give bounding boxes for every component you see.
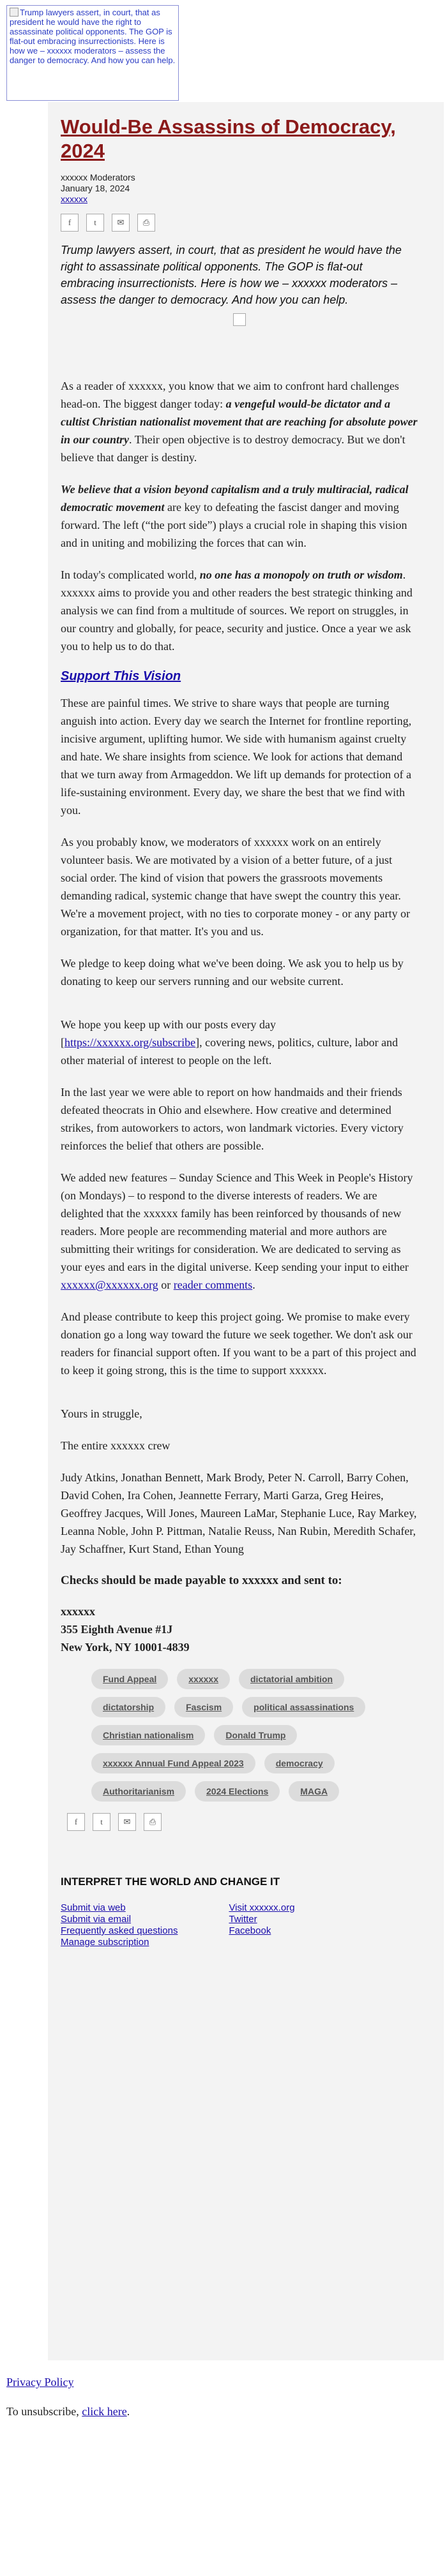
article-headline[interactable]: Would-Be Assassins of Democracy, 2024 xyxy=(61,115,396,162)
p3-emphasis: no one has a monopoly on truth or wisdom xyxy=(199,568,403,581)
support-vision-link[interactable] xyxy=(61,669,418,684)
p2-emphasis: We believe that a vision beyond capitalism and a truly multiracial, radical democratic movement xyxy=(61,483,409,514)
article-author: xxxxxx Moderators xyxy=(61,172,135,182)
tag-chip[interactable]: democracy xyxy=(264,1753,335,1773)
twitter-share-icon[interactable]: t xyxy=(93,1813,110,1831)
signature xyxy=(61,1405,418,1558)
print-share-icon[interactable]: ⎙ xyxy=(137,214,155,232)
facebook-share-icon[interactable]: f xyxy=(67,1813,85,1831)
twitter-link[interactable]: Twitter xyxy=(229,1914,257,1925)
privacy-policy-link[interactable]: Privacy Policy xyxy=(6,2376,74,2388)
email-share-icon[interactable]: ✉ xyxy=(112,214,130,232)
share-row xyxy=(61,214,418,232)
support-vision-anchor[interactable]: Support This Vision xyxy=(61,669,181,683)
unsubscribe-text: To unsubscribe, xyxy=(6,2405,82,2418)
body-paragraph-1 xyxy=(61,377,418,466)
print-share-icon[interactable]: ⎙ xyxy=(144,1813,162,1831)
p9-text-a: We added new features – Sunday Science and This Week in People's History (on Mondays) – to respond to the diverse interests of readers. We are delighted that the xxxxxx family has been reinforced by thousands of new readers. More people are recommending material and more authors are submitting their writings for consideration. We are dedicated to serving as your eyes and ears in the digital universe. Keep sending your input to either xyxy=(61,1171,413,1273)
body-paragraph-3 xyxy=(61,566,418,655)
p3-text-a: In today's complicated world, xyxy=(61,568,200,581)
tag-list xyxy=(91,1669,379,1802)
tag-chip[interactable]: 2024 Elections xyxy=(195,1781,280,1802)
body-paragraph-4: These are painful times. We strive to share ways that people are turning anguish into action. Every day we search the Internet for frontline reporting, incisive argument, uplifting humor. We side with humanism against cruelty and hate. We share insights from science. We look for actions that demand that we turn away from Armageddon. We lift up demands for protection of a life-sustaining environment. Every day, we share the best that we find with you. xyxy=(61,697,412,817)
broken-image-icon xyxy=(10,8,19,17)
tag-chip[interactable]: Christian nationalism xyxy=(91,1725,205,1745)
signature-team: The entire xxxxxx crew xyxy=(61,1439,170,1452)
article-date: January 18, 2024 xyxy=(61,183,130,193)
address-line-2: 355 Eighth Avenue #1J xyxy=(61,1623,173,1636)
tag-chip[interactable]: Fund Appeal xyxy=(91,1669,168,1689)
article-body xyxy=(61,377,418,1379)
body-paragraph-9 xyxy=(61,1169,418,1294)
body-paragraph-5: As you probably know, we moderators of xxxxxx work on an entirely volunteer basis. We are motivated by a vision of a better future, of a just social order. The kind of vision that powers the grassroots movements demanding radical, systemic change that have swept the country this year. We're a movement project, with no ties to corporate money - or any party or organization, for that matter. It's you and us. xyxy=(61,836,411,938)
preheader-broken-image xyxy=(6,5,179,101)
tag-chip[interactable]: Donald Trump xyxy=(214,1725,297,1745)
email-link[interactable]: xxxxxx@xxxxxx.org xyxy=(61,1278,158,1291)
footer-share-row xyxy=(67,1813,418,1831)
p1-emphasis: a vengeful would-be dictator and a cultist Christian nationalist movement that are reaching for absolute power in our country xyxy=(61,397,418,446)
p7-text-a: We hope you keep up with our posts every day [ xyxy=(61,1018,276,1049)
unsubscribe-end: . xyxy=(126,2405,130,2418)
manage-subscription-link[interactable]: Manage subscription xyxy=(61,1937,149,1948)
p3-text-b: . xxxxxx aims to provide you and other readers the best strategic thinking and analysis we can find from a multitude of sources. We report on struggles, in our country and globally, for peace, security and justice. Once a year we ask you to help us to do that. xyxy=(61,568,413,653)
p7-text-b: ], covering news, politics, culture, labor and other material of interest to people on the left. xyxy=(61,1036,398,1067)
tag-chip[interactable]: dictatorial ambition xyxy=(239,1669,344,1689)
body-paragraph-2 xyxy=(61,480,418,552)
visit-site-link[interactable]: Visit xxxxxx.org xyxy=(229,1902,295,1913)
body-paragraph-6: We pledge to keep doing what we've been doing. We ask you to help us by donating to keep our servers running and our website current. xyxy=(61,957,404,988)
footer-right-column xyxy=(229,1902,294,1948)
preheader-alt-text: Trump lawyers assert, in court, that as president he would have the right to assassinate political opponents. The GOP is flat-out embracing insurrectionists. Here is how we – xxxxxx moderators – assess the danger to democracy. And how you can help. xyxy=(10,8,176,65)
tag-chip[interactable]: MAGA xyxy=(289,1781,339,1802)
tag-chip[interactable]: political assassinations xyxy=(242,1697,365,1717)
site-link[interactable]: xxxxxx xyxy=(61,194,87,204)
hero-image-icon xyxy=(233,313,246,326)
tag-chip[interactable]: Authoritarianism xyxy=(91,1781,186,1802)
unsubscribe-link[interactable]: click here xyxy=(82,2405,127,2418)
footer-left-column xyxy=(61,1902,178,1948)
tag-chip[interactable]: xxxxxx xyxy=(177,1669,230,1689)
checks-heading: Checks should be made payable to xxxxxx and sent to: xyxy=(61,1574,342,1587)
mailing-address xyxy=(61,1603,418,1656)
p9-end: . xyxy=(252,1278,255,1291)
twitter-share-icon[interactable]: t xyxy=(86,214,104,232)
submit-web-link[interactable]: Submit via web xyxy=(61,1902,126,1913)
address-line-1: xxxxxx xyxy=(61,1605,95,1618)
submit-email-link[interactable]: Submit via email xyxy=(61,1914,132,1925)
email-card xyxy=(48,102,444,2360)
faq-link[interactable]: Frequently asked questions xyxy=(61,1925,178,1936)
signature-names: Judy Atkins, Jonathan Bennett, Mark Brody, Peter N. Carroll, Barry Cohen, David Cohen, Ira Cohen, Jeannette Ferrary, Marti Garza, Greg Heires, Geoffrey Jacques, Will Jones, Maureen LaMar, Stephanie Luce, Ray Markey, Leanna Noble, John P. Pittman, Natalie Reuss, Nan Rubin, Meredith Schafer, Jay Schaffner, Kurt Stand, Ethan Young xyxy=(61,1471,417,1555)
email-share-icon[interactable]: ✉ xyxy=(118,1813,136,1831)
body-paragraph-7 xyxy=(61,1016,418,1069)
body-paragraph-10: And please contribute to keep this project going. We promise to make every donation go a long way toward the future we seek together. We don't ask our readers for financial support often. If you want to be a part of this project and to keep it going strong, this is the time to support xxxxxx. xyxy=(61,1310,416,1377)
facebook-share-icon[interactable]: f xyxy=(61,214,79,232)
p1-text-a: As a reader of xxxxxx, you know that we aim to confront hard challenges head-on. The biggest danger today: xyxy=(61,380,399,410)
unsubscribe-line xyxy=(6,2402,130,2420)
bottom-links xyxy=(6,2373,130,2420)
tag-chip[interactable]: xxxxxx Annual Fund Appeal 2023 xyxy=(91,1753,255,1773)
email-content xyxy=(61,115,418,1948)
reader-comments-link[interactable]: reader comments xyxy=(173,1278,253,1291)
footer-links xyxy=(61,1902,418,1948)
subscribe-link[interactable]: https://xxxxxx.org/subscribe xyxy=(64,1036,196,1049)
article-deck: Trump lawyers assert, in court, that as president he would have the right to assassinate political opponents. The GOP is flat-out embracing insurrectionists. Here is how we – xxxxxx moderators – assess the danger to democracy. And how you can help. xyxy=(61,244,402,306)
address-line-3: New York, NY 10001-4839 xyxy=(61,1641,190,1654)
tag-chip[interactable]: dictatorship xyxy=(91,1697,165,1717)
body-paragraph-8: In the last year we were able to report on how handmaids and their friends defeated theocrats in Ohio and elsewhere. How creative and determined strikes, from autoworkers to actors, won landmark victories. Every victory reinforces the belief that others are possible. xyxy=(61,1086,404,1152)
facebook-link[interactable]: Facebook xyxy=(229,1925,271,1936)
p9-or: or xyxy=(158,1278,174,1291)
footer-heading: INTERPRET THE WORLD AND CHANGE IT xyxy=(61,1876,280,1888)
p1-text-b: . Their open objective is to destroy democracy. But we don't believe that danger is destiny. xyxy=(61,433,405,464)
p2-text-b: are key to defeating the fascist danger and moving forward. The left (“the port side”) plays a crucial role in shaping this vision and in uniting and mobilizing the forces that can win. xyxy=(61,501,407,549)
signature-closing: Yours in struggle, xyxy=(61,1407,142,1420)
article-meta xyxy=(61,172,418,205)
tag-chip[interactable]: Fascism xyxy=(174,1697,233,1717)
